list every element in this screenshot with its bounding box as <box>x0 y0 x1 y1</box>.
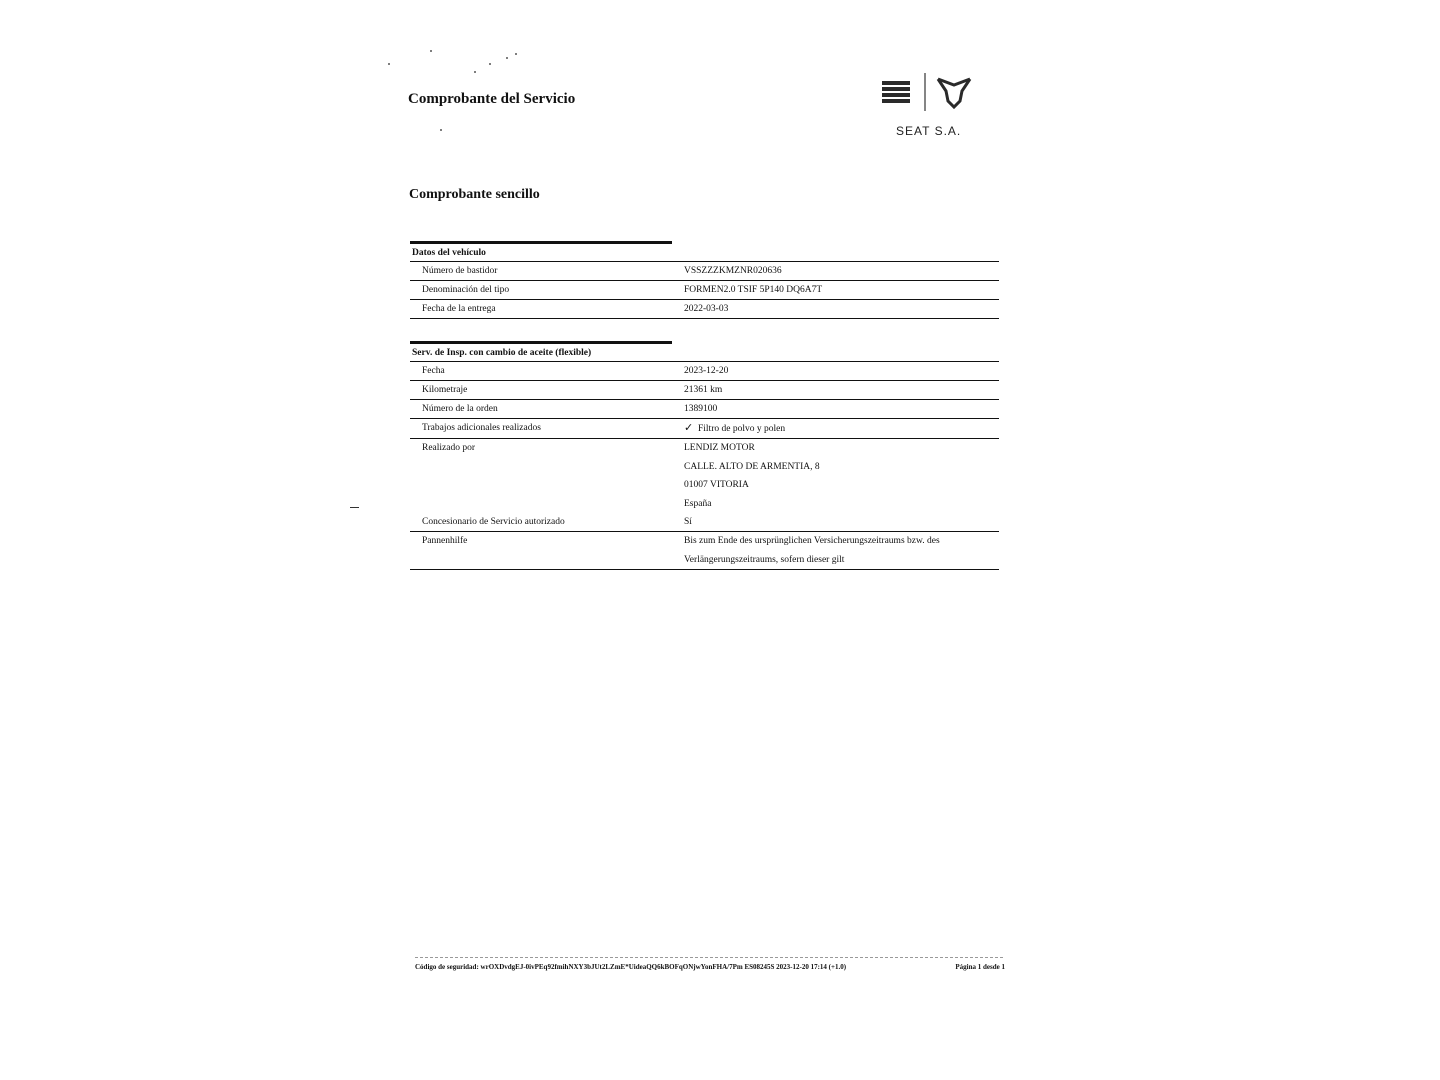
table-row <box>410 380 999 399</box>
table-row <box>410 418 999 438</box>
row-value <box>684 419 999 438</box>
margin-mark <box>350 507 359 508</box>
footer <box>415 963 1005 971</box>
row-value: Sí <box>684 517 692 527</box>
security-label: Código de seguridad: <box>415 963 479 971</box>
row-label: Trabajos adicionales realizados <box>422 423 541 433</box>
row-value <box>684 532 999 569</box>
security-info <box>415 963 846 971</box>
seat-cupra-logo-icon <box>876 71 981 116</box>
row-label: Fecha de la entrega <box>422 304 496 314</box>
table-row <box>410 513 999 531</box>
table-row <box>410 438 999 513</box>
footer-divider <box>415 957 1003 958</box>
brand-logo <box>876 71 981 141</box>
row-value: 2022-03-03 <box>684 304 729 314</box>
row-value: 2023-12-20 <box>684 366 729 376</box>
checkmark-icon: ✓ <box>684 422 694 434</box>
page-title: Comprobante del Servicio <box>408 91 576 107</box>
breakdown-line: Verlängerungszeitraums, sofern dieser gilt <box>684 554 845 565</box>
table-row <box>410 299 999 319</box>
table-row <box>410 280 999 299</box>
security-code: wrOXDvdgEJ-0ivPEq92fmihNXY3bJUt2LZmE*UideaQQ6kBOFqONjwYonFHA/7Pm <box>480 963 743 971</box>
dealer-address <box>684 439 999 513</box>
additional-work-value: Filtro de polvo y polen <box>698 424 786 434</box>
row-label: Fecha <box>422 366 445 376</box>
address-line: 01007 VITORIA <box>684 480 749 490</box>
breakdown-line: Bis zum Ende des ursprünglichen Versicherungszeitraums bzw. des <box>684 536 940 546</box>
dealer-code: ES08245S <box>744 963 775 971</box>
brand-name: SEAT S.A. <box>896 124 962 138</box>
section-heading: Serv. de Insp. con cambio de aceite (flexible) <box>410 341 672 361</box>
row-label: Concesionario de Servicio autorizado <box>422 517 565 527</box>
timestamp: 2023-12-20 17:14 (+1.0) <box>776 963 847 971</box>
table-row <box>410 399 999 418</box>
row-value: FORMEN2.0 TSIF 5P140 DQ6A7T <box>684 285 823 295</box>
row-label: Kilometraje <box>422 385 468 395</box>
address-line: CALLE. ALTO DE ARMENTIA, 8 <box>684 461 820 472</box>
row-label: Pannenhilfe <box>422 536 468 546</box>
table-row <box>410 261 999 280</box>
row-label: Denominación del tipo <box>422 285 510 295</box>
document-subtitle: Comprobante sencillo <box>409 187 540 202</box>
row-value: 1389100 <box>684 404 718 414</box>
table-row <box>410 531 999 570</box>
service-section <box>410 341 999 570</box>
section-heading: Datos del vehículo <box>410 241 672 261</box>
address-line: España <box>684 498 712 509</box>
row-value: 21361 km <box>684 385 723 395</box>
address-line: LENDIZ MOTOR <box>684 443 755 453</box>
row-label: Número de la orden <box>422 404 498 414</box>
page-info: Página 1 desde 1 <box>955 963 1005 971</box>
table-row <box>410 361 999 380</box>
row-label: Número de bastidor <box>422 266 498 276</box>
vehicle-data-section <box>410 241 999 319</box>
row-value: VSSZZZKMZNR020636 <box>684 266 782 276</box>
row-label: Realizado por <box>422 443 476 453</box>
